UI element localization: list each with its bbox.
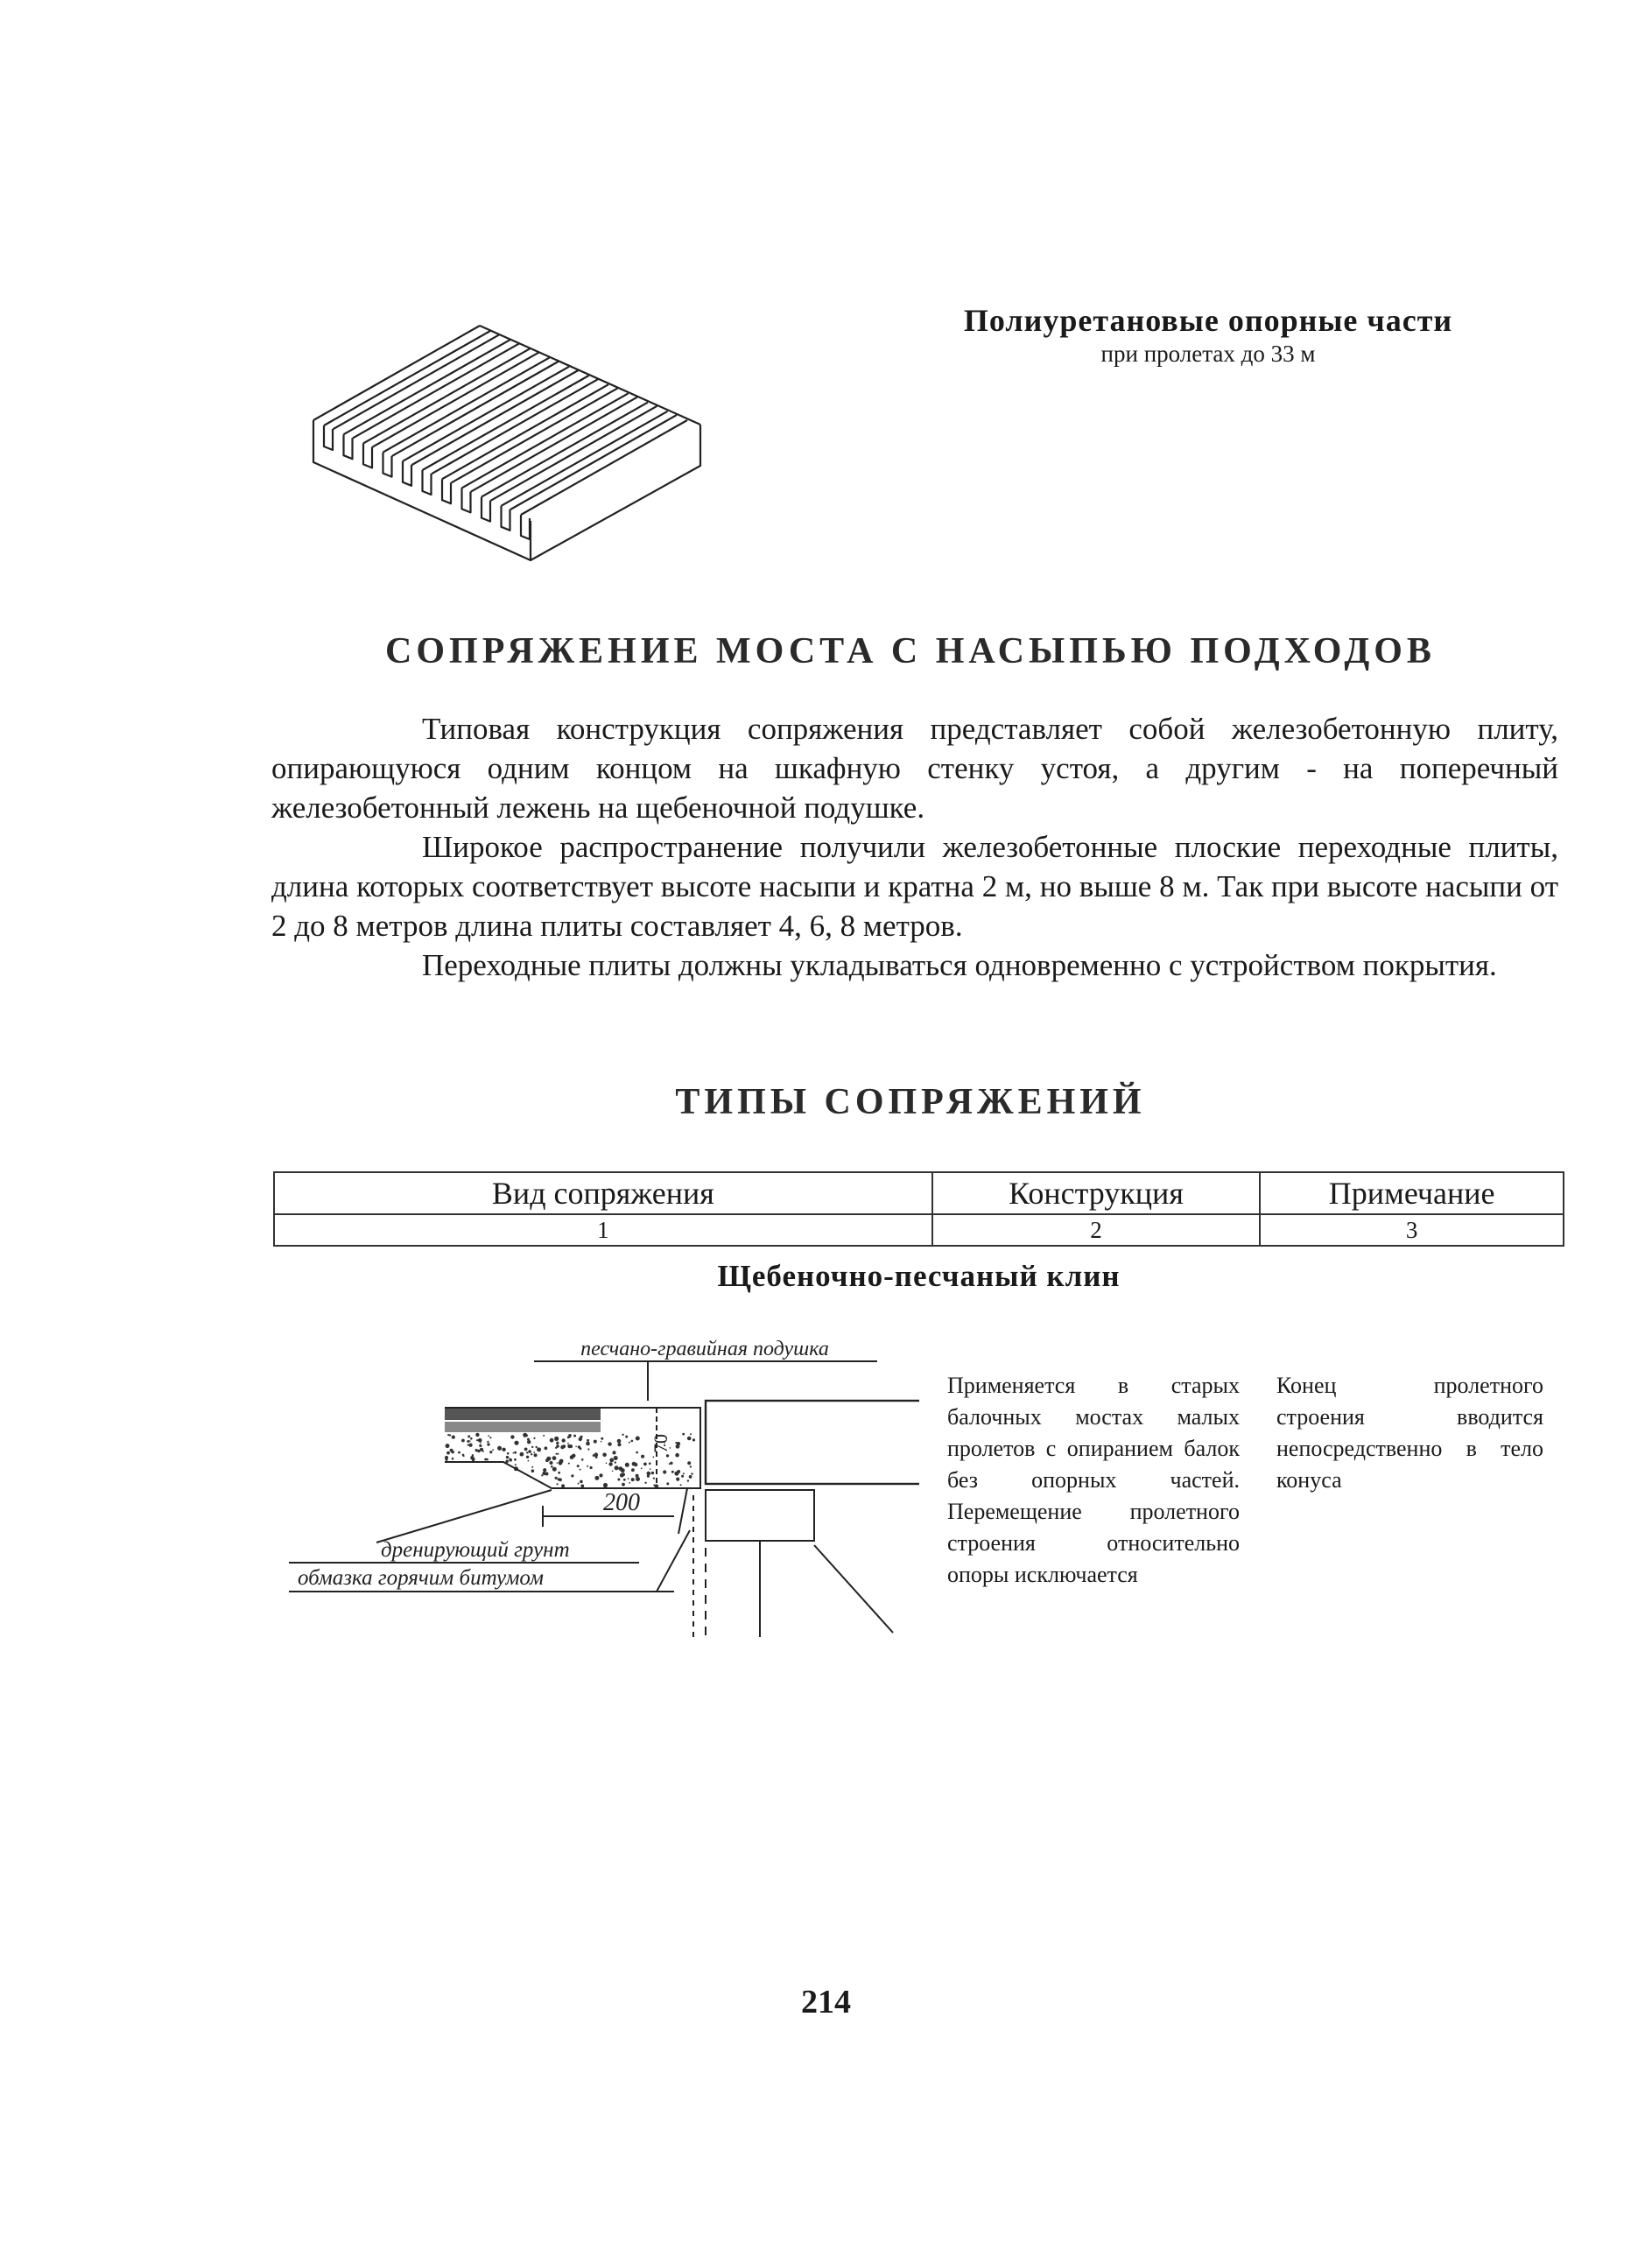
paragraph: Широкое распространение получили железобетонные плоские переходные плиты, длина которых соответствует высоте насыпи и кратна 2 м, но выше 8 м. Так при высоте насыпи от 2 до 8 метров длина плиты составляет 4, 6, 8 метров. — [271, 830, 1558, 943]
wedge-construction-diagram — [289, 1331, 919, 1646]
types-table — [273, 1171, 1564, 1247]
table-header-row — [274, 1172, 1564, 1214]
label-bitumen: обмазка горячим битумом — [298, 1566, 544, 1590]
section-heading: СОПРЯЖЕНИЕ МОСТА С НАСЫПЬЮ ПОДХОДОВ — [385, 631, 1436, 671]
page-number: 214 — [801, 1984, 851, 2021]
table-number-row — [274, 1214, 1564, 1246]
dimension-label: 200 — [603, 1489, 640, 1516]
application-note: Применяется в старых балочных мостах малых пролетов с опиранием балок без опорных частей. Перемещение пролетного строения относительно опоры исключается — [947, 1373, 1240, 1587]
column-header: Конструкция — [932, 1172, 1261, 1214]
paragraph: Переходные плиты должны укладываться одновременно с устройством покрытия. — [422, 948, 1497, 982]
column-header: Вид сопряжения — [274, 1172, 932, 1214]
types-heading: ТИПЫ СОПРЯЖЕНИЙ — [675, 1082, 1146, 1122]
label-drain: дренирующий грунт — [381, 1538, 570, 1562]
bearing-pad-illustration — [306, 298, 709, 587]
column-number: 1 — [274, 1214, 932, 1246]
column-number: 2 — [932, 1214, 1261, 1246]
caption-title: Полиуретановые опорные части — [963, 303, 1453, 338]
body-text — [271, 709, 1558, 985]
dimension-vertical: 70 — [650, 1434, 671, 1453]
column-header: Примечание — [1260, 1172, 1564, 1214]
remark-note: Конец пролетного строения вводится непосредственно в тело конуса — [1276, 1373, 1543, 1493]
type-name: Щебеночно-песчаный клин — [717, 1259, 1121, 1293]
paragraph: Типовая конструкция сопряжения представляет собой железобетонную плиту, опирающуюся одним концом на шкафную стенку устоя, а другим - на поперечный железобетонный лежень на щебеночной подушке. — [271, 712, 1558, 825]
label-cushion: песчано-гравийная подушка — [580, 1338, 829, 1360]
caption-subtitle: при пролетах до 33 м — [1100, 341, 1316, 367]
illustration-caption — [893, 302, 1523, 368]
column-number: 3 — [1260, 1214, 1564, 1246]
